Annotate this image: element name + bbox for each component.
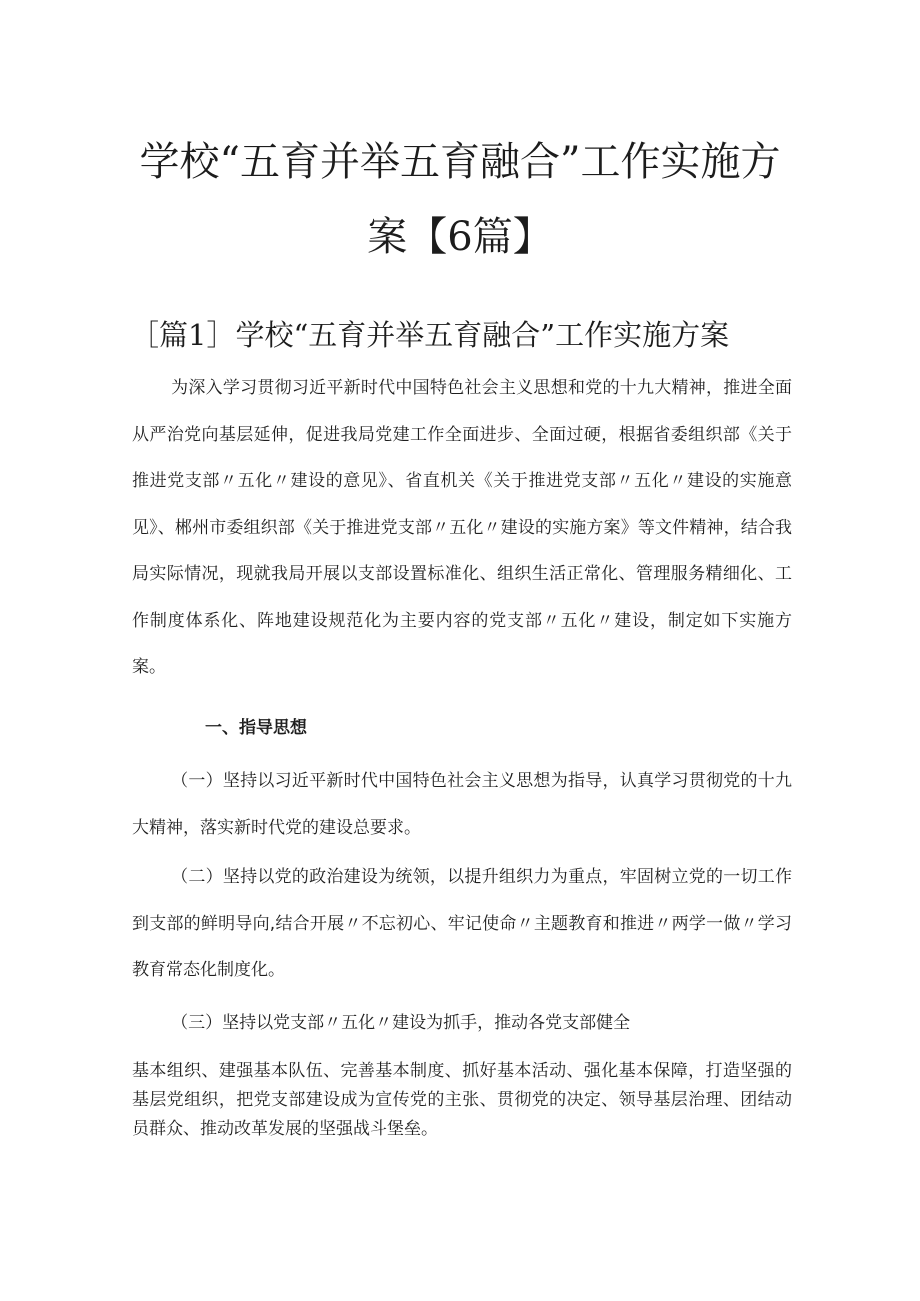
section-subtitle: ［篇1］学校“五育并举五育融合”工作实施方案 — [130, 318, 730, 352]
point-1-paragraph: （一）坚持以习近平新时代中国特色社会主义思想为指导，认真学习贯彻党的十九大精神，落实新时代党的建设总要求。 — [132, 771, 792, 838]
point-2-paragraph: （二）坚持以党的政治建设为统领，以提升组织力为重点，牢固树立党的一切工作到支部的鲜明导向,结合开展〃不忘初心、牢记使命〃主题教育和推进〃两学一做〃学习教育常态化制度化。 — [132, 867, 792, 980]
intro-paragraph: 为深入学习贯彻习近平新时代中国特色社会主义思想和党的十九大精神，推进全面从严治党向基层延伸，促进我局党建工作全面进步、全面过硬，根据省委组织部《关于推进党支部〃五化〃建设的意见》、省直机关《关于推进党支部〃五化〃建设的实施意见》、郴州市委组织部《关于推进党支部〃五化〃建设的实施方案》等文件精神，结合我局实际情况，现就我局开展以支部设置标准化、组织生活正常化、管理服务精细化、工作制度体系化、阵地建设规范化为主要内容的党支部〃五化〃建设，制定如下实施方案。 — [132, 378, 792, 677]
continuation-paragraph: 基本组织、建强基本队伍、完善基本制度、抓好基本活动、强化基本保障，打造坚强的基层党组织，把党支部建设成为宣传党的主张、贯彻党的决定、领导基层治理、团结动员群众、推动改革发展的坚强战斗堡垒。 — [132, 1061, 792, 1139]
document-title-line-2: 案【6篇】 — [367, 214, 553, 260]
point-3-paragraph: （三）坚持以党支部〃五化〃建设为抓手，推动各党支部健全 — [171, 1013, 631, 1033]
section-heading: 一、指导思想 — [205, 718, 307, 738]
document-title-line-1: 学校“五育并举五育融合”工作实施方 — [139, 139, 781, 185]
